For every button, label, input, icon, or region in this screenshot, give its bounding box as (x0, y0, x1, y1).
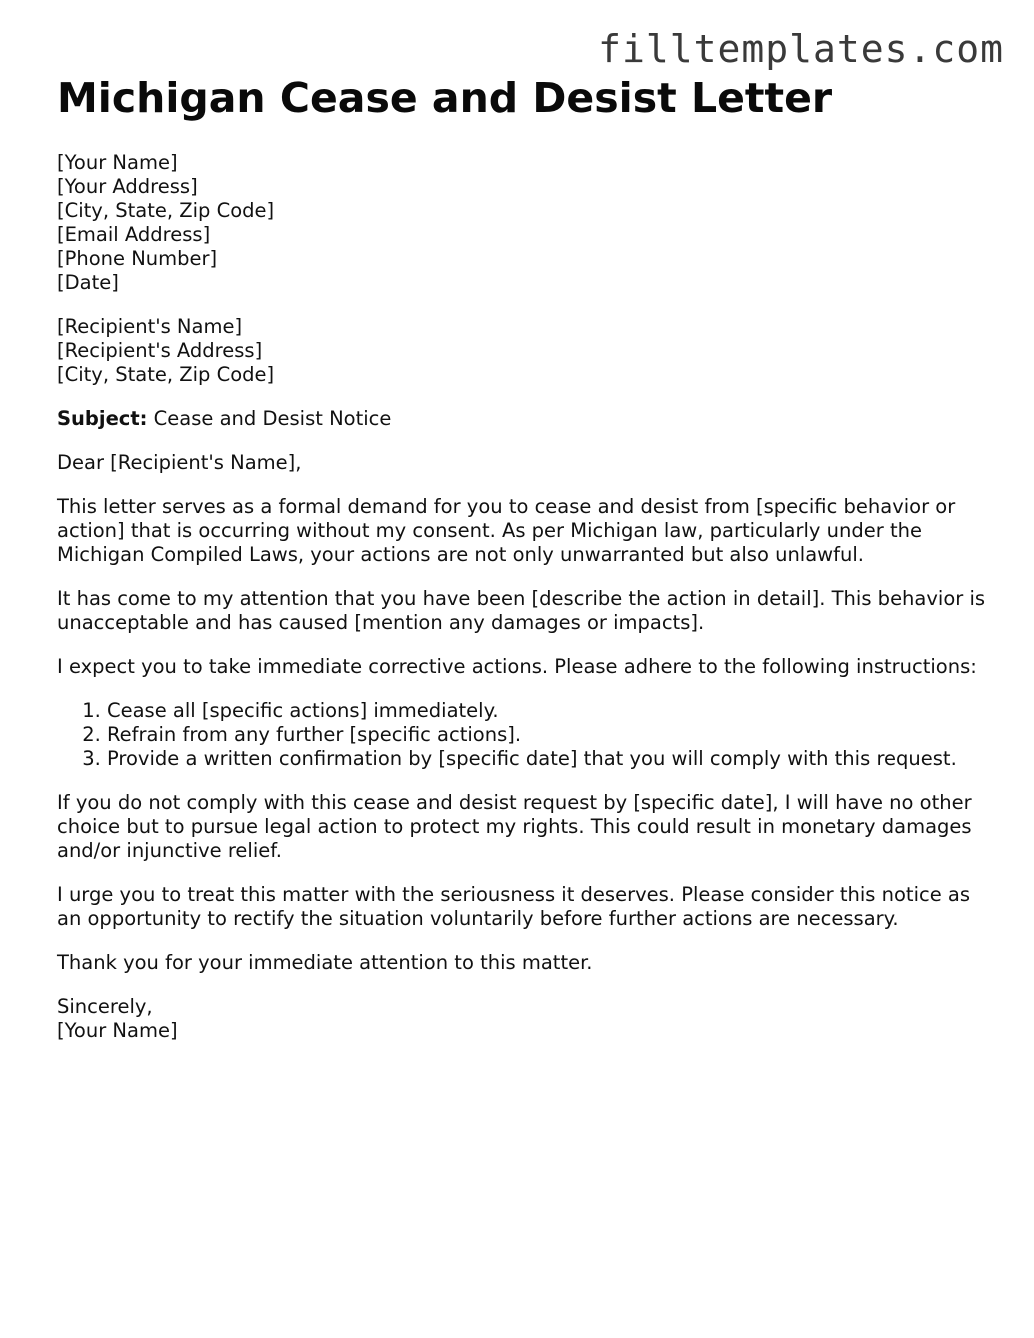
sender-address: [Your Address] (57, 175, 198, 198)
watermark: filltemplates.com (598, 27, 1004, 71)
instruction-item: 3. Provide a written confirmation by [specific date] that you will comply with this request. (107, 747, 987, 771)
document-title: Michigan Cease and Desist Letter (57, 74, 833, 122)
body-paragraph: I expect you to take immediate corrective actions. Please adhere to the following instructions: (57, 655, 977, 678)
document-page (57, 74, 987, 1043)
body-paragraph: Thank you for your immediate attention to this matter. (57, 951, 593, 974)
body-paragraph: This letter serves as a formal demand for you to cease and desist from [specific behavior or action] that is occurring without my consent. As per Michigan law, particularly under the Michigan Compiled Laws, your actions are not only unwarranted but also unlawful. (57, 495, 956, 566)
body-paragraph: It has come to my attention that you have been [describe the action in detail]. This behavior is unacceptable and has caused [mention any damages or impacts]. (57, 587, 986, 634)
sender-email: [Email Address] (57, 223, 211, 246)
subject-line (57, 407, 987, 431)
subject-label: Subject: (57, 407, 148, 430)
recipient-name: [Recipient's Name] (57, 315, 243, 338)
instruction-item: 2. Refrain from any further [specific actions]. (107, 723, 987, 747)
signature-name: [Your Name] (57, 1019, 178, 1042)
valediction: Sincerely, (57, 995, 153, 1018)
recipient-address: [Recipient's Address] (57, 339, 263, 362)
body-paragraph: I urge you to treat this matter with the seriousness it deserves. Please consider this notice as an opportunity to rectify the situation voluntarily before further actions are necessary. (57, 883, 971, 930)
recipient-address-block (57, 315, 987, 387)
salutation: Dear [Recipient's Name], (57, 451, 302, 474)
body-paragraph: If you do not comply with this cease and desist request by [specific date], I will have no other choice but to pursue legal action to protect my rights. This could result in monetary damages and/or injunctive relief. (57, 791, 972, 862)
sender-name: [Your Name] (57, 151, 178, 174)
sender-address-block (57, 151, 987, 295)
closing-block (57, 995, 987, 1043)
recipient-city-state-zip: [City, State, Zip Code] (57, 363, 275, 386)
letter-date: [Date] (57, 271, 119, 294)
instructions-list (57, 699, 987, 771)
sender-phone: [Phone Number] (57, 247, 218, 270)
sender-city-state-zip: [City, State, Zip Code] (57, 199, 275, 222)
subject-text: Cease and Desist Notice (147, 407, 392, 430)
instruction-item: 1. Cease all [specific actions] immediately. (107, 699, 987, 723)
